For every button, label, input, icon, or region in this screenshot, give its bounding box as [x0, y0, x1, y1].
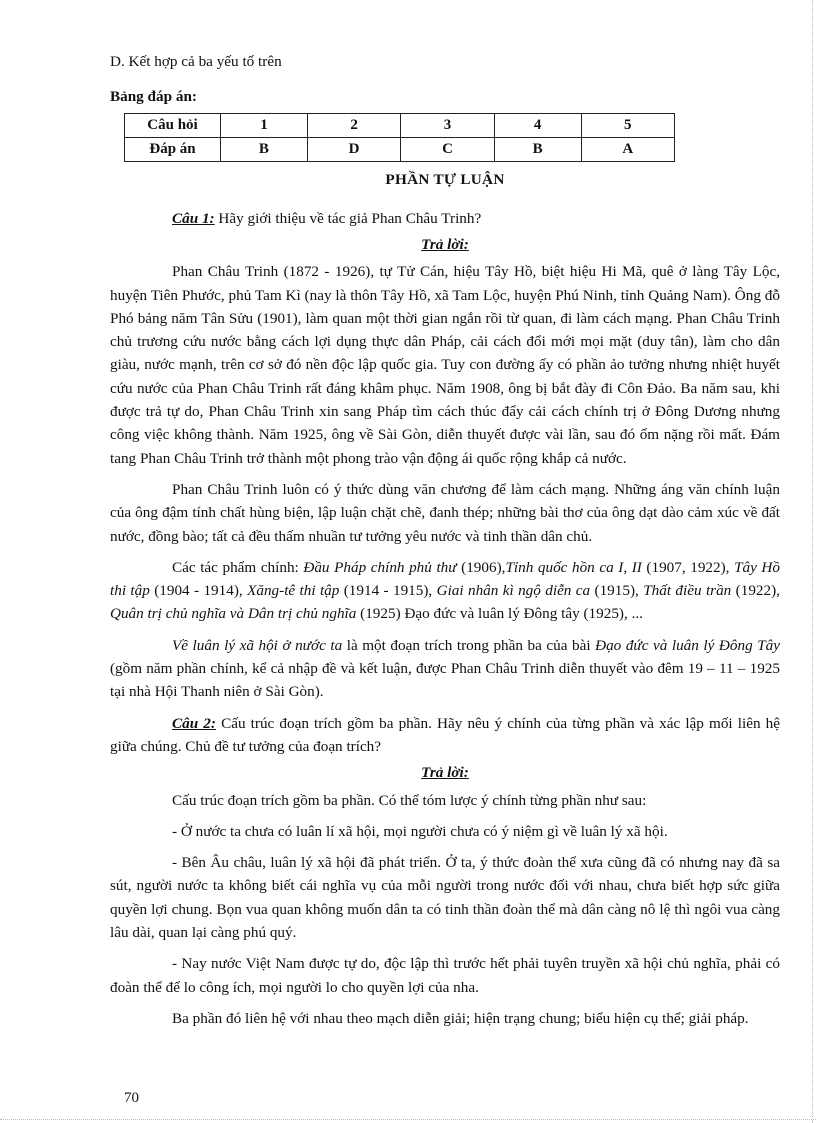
- work-title: Xăng-tê thi tập: [247, 582, 340, 600]
- work-year: (1904 - 1914),: [149, 582, 248, 600]
- work-year: (1925) Đạo đức và luân lý Đông tây (1925), ...: [356, 605, 643, 623]
- excerpt-title: Về luân lý xã hội ở nước ta: [172, 636, 343, 654]
- excerpt-text: (gồm năm phần chính, kể cả nhập đề và kết luận, được Phan Châu Trinh diễn thuyết vào đêm 19 – 11 – 1925 tại nhà Hội Thanh niên ở Sài Gòn).: [110, 660, 780, 701]
- q2-paragraph-5: Ba phần đó liên hệ với nhau theo mạch diễn giải; hiện trạng chung; biểu hiện cụ thể; giải pháp.: [172, 1009, 749, 1027]
- work-year: (1914 - 1915),: [339, 582, 437, 600]
- page-border-right: [812, 0, 813, 1123]
- question-number: 2: [307, 113, 400, 137]
- q1-paragraph-4: [110, 634, 780, 704]
- answer-table: [124, 113, 675, 163]
- question-1-text: Hãy giới thiệu về tác giả Phan Châu Trinh?: [214, 209, 482, 227]
- answer-cell: B: [494, 137, 581, 161]
- q2-paragraph-2: - Ở nước ta chưa có luân lí xã hội, mọi người chưa có ý niệm gì về luân lý xã hội.: [172, 822, 668, 840]
- page-number: 70: [124, 1090, 139, 1106]
- option-d: D. Kết hợp cả ba yếu tố trên: [110, 53, 282, 70]
- table-row: [125, 137, 675, 161]
- section-title: PHẦN TỰ LUẬN: [385, 171, 505, 189]
- work-year: (1907, 1922),: [641, 558, 735, 576]
- answer-cell: B: [221, 137, 308, 161]
- question-1-label: Câu 1:: [172, 209, 215, 227]
- table-row: [125, 113, 675, 137]
- work-title: Đầu Pháp chính phủ thư: [303, 558, 457, 576]
- page-border-bottom: [0, 1119, 816, 1120]
- question-number: 1: [221, 113, 308, 137]
- work-year: (1906),: [456, 558, 506, 576]
- question-2-text: Cấu trúc đoạn trích gồm ba phần. Hãy nêu ý chính của từng phần và xác lập mối liên hệ giữa chúng. Chủ đề tư tưởng của đoạn trích?: [110, 714, 780, 755]
- q2-paragraph-4: - Nay nước Việt Nam được tự do, độc lập thì trước hết phải tuyên truyền xã hội chủ nghĩa, phải có đoàn thể để lo công ích, mọi người lo cho quyền lợi của nha.: [110, 955, 780, 996]
- q1-paragraph-1: Phan Châu Trinh (1872 - 1926), tự Tử Cán, hiệu Tây Hồ, biệt hiệu Hi Mã, quê ở làng Tây Lộc, huyện Tiên Phước, phủ Tam Kì (nay là thôn Tây Hồ, xã Tam Lộc, huyện Phú Ninh, tỉnh Quảng Nam). Ông đỗ Phó bảng năm Tân Sửu (1901), làm quan một thời gian ngắn rồi từ quan, đi làm cách mạng. Phan Châu Trinh chủ trương cứu nước bằng cách lợi dụng thực dân Pháp, cải cách đổi mới mọi mặt (duy tân), làm cho dân giàu, nước mạnh, trên cơ sở đó nền độc lập quốc gia. Tuy con đường ấy có phần ảo tưởng nhưng nhiệt huyết cứu nước của Phan Châu Trinh rất đáng khâm phục. Năm 1908, ông bị bắt đày đi Côn Đảo. Ba năm sau, khi được trả tự do, Phan Châu Trinh xin sang Pháp tìm cách thúc đẩy cải cách chính trị ở Đông Dương nhưng công việc không thành. Năm 1925, ông về Sài Gòn, diễn thuyết được vài lần, sau đó ốm nặng rồi mất. Đám tang Phan Châu Trinh trở thành một phong trào vận động ái quốc rộng khắp cả nước.: [110, 263, 780, 467]
- work-title: Quân trị chủ nghĩa và Dân trị chủ nghĩa: [110, 605, 357, 623]
- question-number: 3: [401, 113, 494, 137]
- work-title: Tỉnh quốc hồn ca I, II: [505, 558, 642, 576]
- question-2-label: Câu 2:: [172, 714, 216, 732]
- question-1: [110, 207, 780, 230]
- row-label-question: Câu hỏi: [125, 113, 221, 137]
- work-title: Giai nhân kì ngộ diễn ca: [436, 582, 591, 600]
- work-year: (1915),: [590, 582, 644, 600]
- q2-paragraph-3: - Bên Âu châu, luân lý xã hội đã phát triển. Ở ta, ý thức đoàn thể xưa cũng đã có nhưng nay đã sa sút, người nước ta không biết cái nghĩa vụ của mỗi người trong nước đối với nhau, chưa biết hợp sức giữa quyền lợi chung. Bọn vua quan không muốn dân ta có tinh thần đoàn thể mà dân càng nô lệ thì ngôi vua càng lâu dài, quan lại càng phú quý.: [110, 854, 780, 941]
- work-year: (1922),: [731, 582, 780, 600]
- question-number: 4: [494, 113, 581, 137]
- q1-paragraph-2: Phan Châu Trinh luôn có ý thức dùng văn chương để làm cách mạng. Những áng văn chính luận của ông đậm tính chất hùng biện, lập luận chặt chẽ, đanh thép; những bài thơ của ông dạt dào cảm xúc về đất nước, đồng bào; tất cả đều thấm nhuần tư tưởng yêu nước và tinh thần dân chủ.: [110, 480, 780, 545]
- excerpt-text: là một đoạn trích trong phần ba của bài: [342, 636, 596, 654]
- question-number: 5: [581, 113, 674, 137]
- answer-heading-1: Trả lời:: [421, 235, 469, 253]
- answer-cell: D: [307, 137, 400, 161]
- q2-paragraph-1: Cấu trúc đoạn trích gồm ba phần. Có thể tóm lược ý chính từng phần như sau:: [172, 791, 647, 809]
- question-2: [110, 712, 780, 759]
- page-content: [110, 50, 780, 1038]
- work-title: Đạo đức và luân lý Đông Tây: [595, 636, 780, 654]
- works-intro: Các tác phẩm chính:: [172, 558, 304, 576]
- answer-cell: A: [581, 137, 674, 161]
- answer-table-caption: Bảng đáp án:: [110, 88, 197, 106]
- work-title: Tây Hồ thi tập: [110, 558, 780, 600]
- row-label-answer: Đáp án: [125, 137, 221, 161]
- q1-paragraph-works: [110, 556, 780, 626]
- answer-cell: C: [401, 137, 494, 161]
- answer-heading-2: Trả lời:: [421, 764, 469, 782]
- work-title: Thất điều trần: [643, 582, 732, 600]
